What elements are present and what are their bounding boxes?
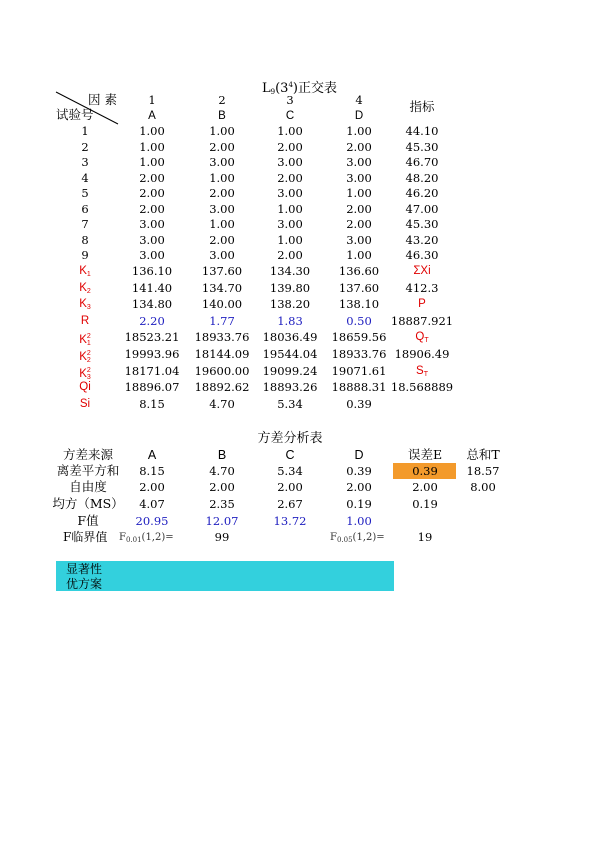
stat-value: 18896.07: [124, 380, 180, 395]
stat-value: 19099.24: [262, 363, 318, 378]
level-cell: 2.00: [209, 139, 235, 154]
stat-label: [80, 397, 90, 411]
stat-value: 1.83: [277, 313, 303, 328]
anova-row-label: 离差平方和: [56, 463, 120, 478]
stat-value: 140.00: [201, 297, 243, 312]
stat-label: [79, 264, 91, 282]
col-letter-D: D: [354, 110, 364, 122]
level-cell: 3.00: [209, 155, 235, 169]
stat-label-base: Si: [79, 397, 91, 410]
level-cell: 2.00: [346, 217, 372, 231]
anova-row-label: 均方（MS）: [52, 496, 124, 511]
index-cell: 44.10: [405, 124, 439, 138]
trial-number: 5: [81, 186, 89, 200]
anova-row-label: 自由度: [69, 479, 107, 494]
anova-cell: 0.19: [412, 497, 438, 511]
col-num-3: 3: [286, 93, 294, 107]
level-cell: 1.00: [139, 139, 165, 154]
stat-extra: [391, 380, 453, 394]
trial-number: 9: [81, 248, 89, 262]
level-cell: 2.00: [139, 201, 165, 216]
stat-value: 5.34: [277, 396, 303, 411]
level-cell: 1.00: [209, 124, 235, 138]
anova-cell: 8.00: [470, 480, 496, 494]
anova-cell: 2.00: [346, 480, 372, 494]
stat-value: 0.50: [346, 313, 372, 328]
col-letter-C: C: [285, 110, 295, 122]
anova-cell: 2.00: [412, 480, 438, 494]
anova-cell: 0.39: [412, 464, 438, 478]
f005-value: 19: [417, 530, 433, 544]
stat-value: 138.10: [338, 297, 380, 312]
stat-extra-text: 18906.49: [394, 347, 450, 361]
stat-value: 137.60: [338, 280, 380, 295]
index-cell: 47.00: [405, 201, 439, 216]
stat-value: 18933.76: [331, 347, 387, 361]
trial-number: 3: [81, 155, 89, 169]
level-cell: 2.00: [209, 186, 235, 200]
stat-extra-text: ΣXi: [413, 265, 431, 277]
stat-value: 139.80: [269, 280, 311, 295]
anova-cell: 2.00: [209, 480, 235, 494]
stat-label-sub: 2: [86, 287, 91, 295]
stat-label: [79, 281, 91, 299]
index-cell: 46.70: [405, 155, 439, 169]
anova-header: A: [147, 448, 157, 462]
level-cell: 3.00: [277, 155, 303, 169]
result-band: [56, 561, 394, 591]
level-cell: 3.00: [139, 217, 165, 231]
col-index-label: 指标: [409, 99, 435, 114]
stat-value: 18892.62: [194, 380, 250, 395]
index-cell: 46.30: [405, 248, 439, 262]
stat-label-sub: 3: [86, 373, 91, 381]
level-cell: 2.00: [209, 232, 235, 247]
col-num-2: 2: [218, 93, 226, 107]
stat-label-sup: 2: [86, 366, 91, 374]
anova-header: C: [285, 448, 295, 462]
anova-cell: 0.39: [346, 464, 372, 478]
f005-label: $F_{0.05}(1,2)=$: [330, 532, 385, 544]
level-cell: 3.00: [346, 170, 372, 185]
stat-extra: [416, 364, 428, 382]
anova-cell: 0.19: [346, 497, 372, 511]
stat-extra-sub: T: [424, 337, 429, 345]
anova-cell: 2.00: [277, 480, 303, 494]
level-cell: 3.00: [346, 232, 372, 247]
stat-value: 18893.26: [262, 380, 318, 395]
index-cell: 45.30: [405, 217, 439, 231]
col-num-4: 4: [355, 93, 363, 107]
level-cell: 1.00: [139, 124, 165, 138]
anova-cell: 12.07: [205, 514, 239, 528]
stat-label-base: K: [79, 265, 87, 277]
stat-value: 18888.31: [331, 380, 387, 395]
level-cell: 1.00: [209, 170, 235, 185]
index-cell: 43.20: [405, 232, 439, 247]
stat-value: 141.40: [131, 280, 173, 295]
level-cell: 1.00: [209, 217, 235, 231]
anova-cell: 20.95: [135, 514, 169, 528]
stat-value: 138.20: [269, 297, 311, 312]
stat-value: 134.80: [131, 297, 173, 312]
stat-value: 18523.21: [124, 330, 180, 345]
fcrit-label: F临界值: [63, 530, 108, 544]
stat-extra: [418, 297, 426, 311]
stat-value: 1.77: [209, 313, 235, 328]
stat-label-base: K: [79, 351, 87, 363]
stat-value: 136.10: [131, 264, 173, 278]
anova-title: 方差分析表: [257, 431, 323, 446]
anova-header: B: [217, 448, 227, 462]
stat-value: 4.70: [209, 396, 235, 411]
stat-value: 0.39: [346, 396, 372, 411]
f001-value: 99: [214, 530, 230, 544]
stat-extra-text: P: [418, 298, 426, 311]
significance-label: 显著性: [66, 562, 103, 576]
stat-label-base: R: [80, 314, 90, 327]
col-num-1: 1: [148, 93, 156, 107]
index-cell: 46.20: [405, 186, 439, 200]
anova-cell: 8.15: [139, 464, 165, 478]
anova-header: D: [354, 448, 364, 462]
anova-cell: 2.00: [139, 480, 165, 494]
stat-extra: [415, 330, 428, 348]
stat-extra-text: 18.568889: [390, 380, 454, 395]
trial-number: 4: [81, 170, 89, 185]
stat-label-sup: 2: [86, 350, 91, 357]
col-letter-A: A: [148, 110, 156, 122]
stat-extra-text: S: [416, 364, 424, 377]
level-cell: 1.00: [139, 155, 165, 169]
stat-label-sup: 2: [86, 333, 91, 341]
level-cell: 3.00: [139, 232, 165, 247]
stat-label-sub: 2: [86, 357, 91, 364]
anova-cell: 2.67: [277, 497, 303, 511]
anova-cell: 1.00: [346, 514, 372, 528]
level-cell: 1.00: [277, 232, 303, 247]
f001-label: $F_{0.01}(1,2)=$: [119, 532, 174, 544]
trial-number: 1: [81, 124, 89, 138]
stat-value: 18933.76: [194, 330, 250, 345]
level-cell: 2.00: [139, 186, 165, 200]
trial-number: 2: [81, 139, 89, 154]
stat-value: 18171.04: [124, 363, 180, 378]
anova-cell: 4.70: [209, 464, 235, 478]
stat-extra: [395, 347, 450, 361]
anova-row-label: F值: [77, 513, 99, 528]
col-letter-B: B: [218, 110, 226, 122]
stat-label-base: K: [79, 281, 87, 294]
stat-label-sub: 1: [86, 271, 91, 278]
level-cell: 1.00: [346, 248, 372, 262]
stat-label-base: K: [79, 334, 87, 347]
anova-cell: 5.34: [277, 464, 303, 478]
stat-value: 19071.61: [331, 363, 387, 378]
trial-number: 8: [81, 232, 89, 247]
stat-label-sub: 1: [86, 340, 91, 348]
anova-cell: 4.07: [139, 497, 165, 511]
anova-cell: 2.35: [209, 497, 235, 511]
stat-label: [79, 380, 91, 394]
stat-value: 134.30: [269, 264, 311, 278]
stat-extra-sub: T: [423, 370, 428, 378]
level-cell: 2.00: [346, 201, 372, 216]
stat-value: 136.60: [338, 264, 380, 278]
index-cell: 45.30: [405, 139, 439, 154]
level-cell: 3.00: [139, 248, 165, 262]
stat-label-sub: 3: [86, 304, 91, 312]
anova-header: 方差来源: [62, 447, 114, 462]
level-cell: 1.00: [346, 186, 372, 200]
stat-value: 2.20: [139, 313, 165, 328]
level-cell: 2.00: [277, 248, 303, 262]
level-cell: 2.00: [277, 139, 303, 154]
stat-value: 19544.04: [262, 347, 318, 361]
stat-extra-text: Q: [415, 331, 425, 344]
stat-extra-text: 412.3: [405, 280, 439, 295]
stat-value: 134.70: [201, 280, 243, 295]
stat-value: 19993.96: [124, 347, 180, 361]
stat-label: [79, 297, 91, 315]
header-factor-label: 因 素: [88, 92, 117, 107]
level-cell: 1.00: [277, 201, 303, 216]
index-cell: 48.20: [405, 170, 439, 185]
orth-table-title: $L_9(3^4)$正交表: [262, 81, 337, 96]
stat-extra: [406, 281, 439, 295]
level-cell: 2.00: [277, 170, 303, 185]
anova-header: 总和T: [466, 447, 500, 462]
stat-value: 18036.49: [262, 330, 318, 345]
level-cell: 3.00: [346, 155, 372, 169]
level-cell: 2.00: [346, 139, 372, 154]
level-cell: 3.00: [209, 201, 235, 216]
stat-label-base: K: [79, 298, 87, 311]
stat-value: 19600.00: [194, 363, 250, 378]
anova-cell: 13.72: [273, 514, 307, 528]
stat-extra-text: 18887.921: [390, 313, 454, 328]
optimal-label: 优方案: [66, 577, 103, 591]
stat-label-base: Qi: [79, 381, 91, 394]
level-cell: 3.00: [277, 217, 303, 231]
stat-label: [81, 314, 89, 328]
level-cell: 1.00: [346, 124, 372, 138]
level-cell: 1.00: [277, 124, 303, 138]
level-cell: 3.00: [209, 248, 235, 262]
header-trial-label: 试验号: [56, 107, 94, 122]
trial-number: 7: [81, 217, 89, 231]
stat-value: 18659.56: [331, 330, 387, 345]
anova-cell: 18.57: [466, 464, 500, 478]
stat-value: 18144.09: [194, 347, 250, 361]
stat-extra: [413, 264, 430, 278]
stat-label-base: K: [79, 367, 87, 380]
stat-extra: [391, 314, 453, 328]
level-cell: 2.00: [139, 170, 165, 185]
anova-header: 误差E: [407, 447, 443, 462]
stat-value: 137.60: [201, 264, 243, 278]
stat-value: 8.15: [139, 396, 165, 411]
trial-number: 6: [81, 201, 89, 216]
level-cell: 3.00: [277, 186, 303, 200]
